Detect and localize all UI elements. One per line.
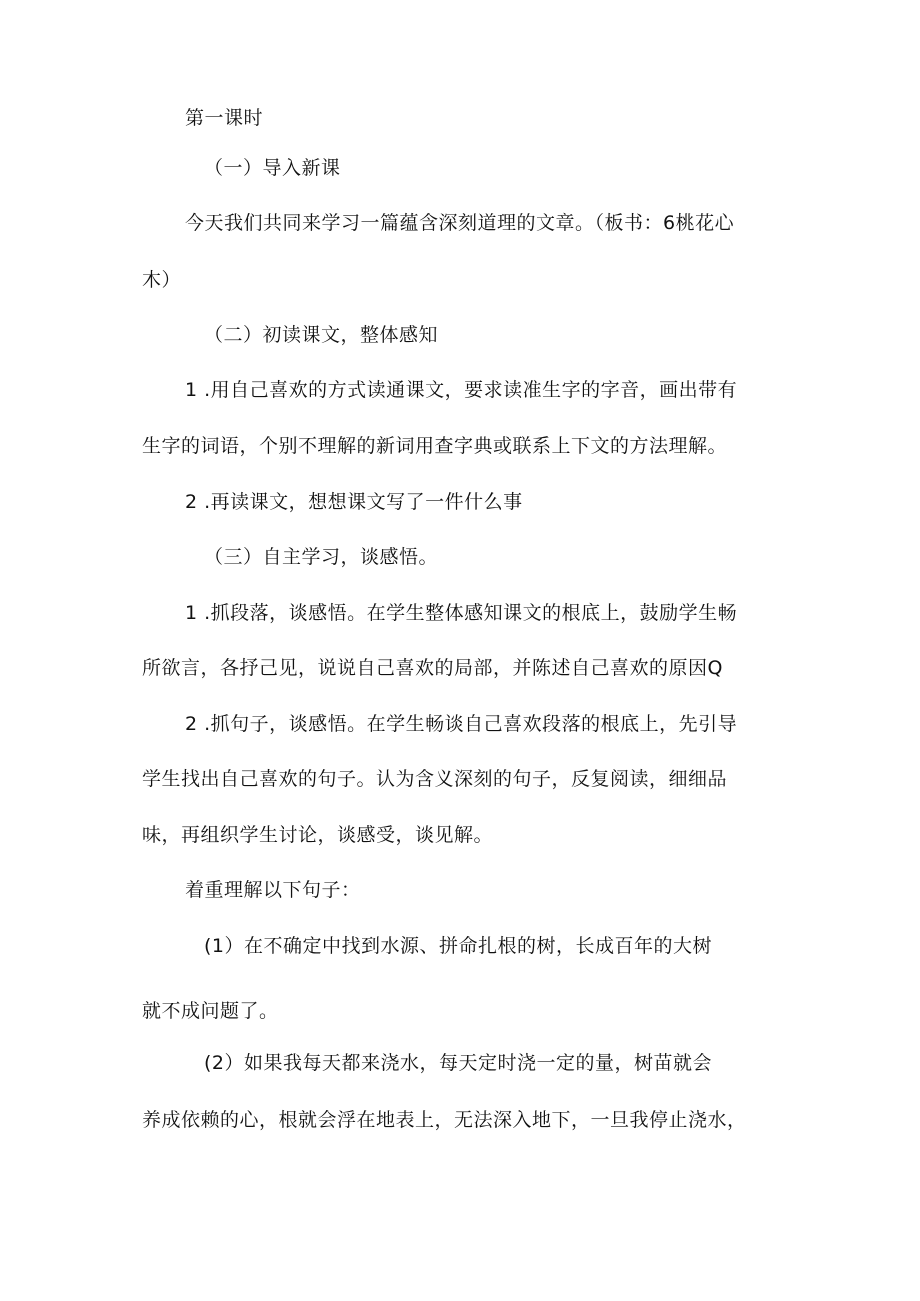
paragraph-line: (2）如果我每天都来浇水，每天定时浇一定的量，树苗就会 xyxy=(204,1052,713,1074)
paragraph-line: 学生找出自己喜欢的句子。认为含义深刻的句子，反复阅读，细细品 xyxy=(142,768,728,790)
lesson-heading: 第一课时 xyxy=(185,107,264,129)
paragraph-line: 今天我们共同来学习一篇蕴含深刻道理的文章。（板书：6桃花心 xyxy=(185,212,735,234)
section-heading-intro: （一）导入新课 xyxy=(204,157,341,179)
paragraph-line: 养成依赖的心，根就会浮在地表上，无法深入地下，一旦我停止浇水， xyxy=(142,1109,747,1131)
paragraph-line: 味，再组织学生讨论，谈感受，谈见解。 xyxy=(142,824,494,846)
paragraph-line: 2 .再读课文，想想课文写了一件什么事 xyxy=(185,491,523,513)
paragraph-line: 木） xyxy=(142,269,182,291)
paragraph-line: 着重理解以下句子： xyxy=(185,879,361,901)
paragraph-line: 2 .抓句子，谈感悟。在学生畅谈自己喜欢段落的根底上，先引导 xyxy=(185,713,738,735)
paragraph-line: 1 .抓段落，谈感悟。在学生整体感知课文的根底上，鼓励学生畅 xyxy=(185,602,738,624)
section-heading-self-study: （三）自主学习，谈感悟。 xyxy=(204,546,439,568)
paragraph-line: 生字的词语，个别不理解的新词用查字典或联系上下文的方法理解。 xyxy=(142,435,728,457)
paragraph-line: (1）在不确定中找到水源、拼命扎根的树，长成百年的大树 xyxy=(204,935,713,957)
paragraph-line: 1 .用自己喜欢的方式读通课文，要求读准生字的字音，画出带有 xyxy=(185,379,738,401)
paragraph-line: 所欲言，各抒己见，说说自己喜欢的局部，并陈述自己喜欢的原因Q xyxy=(142,657,723,679)
paragraph-line: 就不成问题了。 xyxy=(142,1000,279,1022)
section-heading-first-reading: （二）初读课文，整体感知 xyxy=(204,324,439,346)
